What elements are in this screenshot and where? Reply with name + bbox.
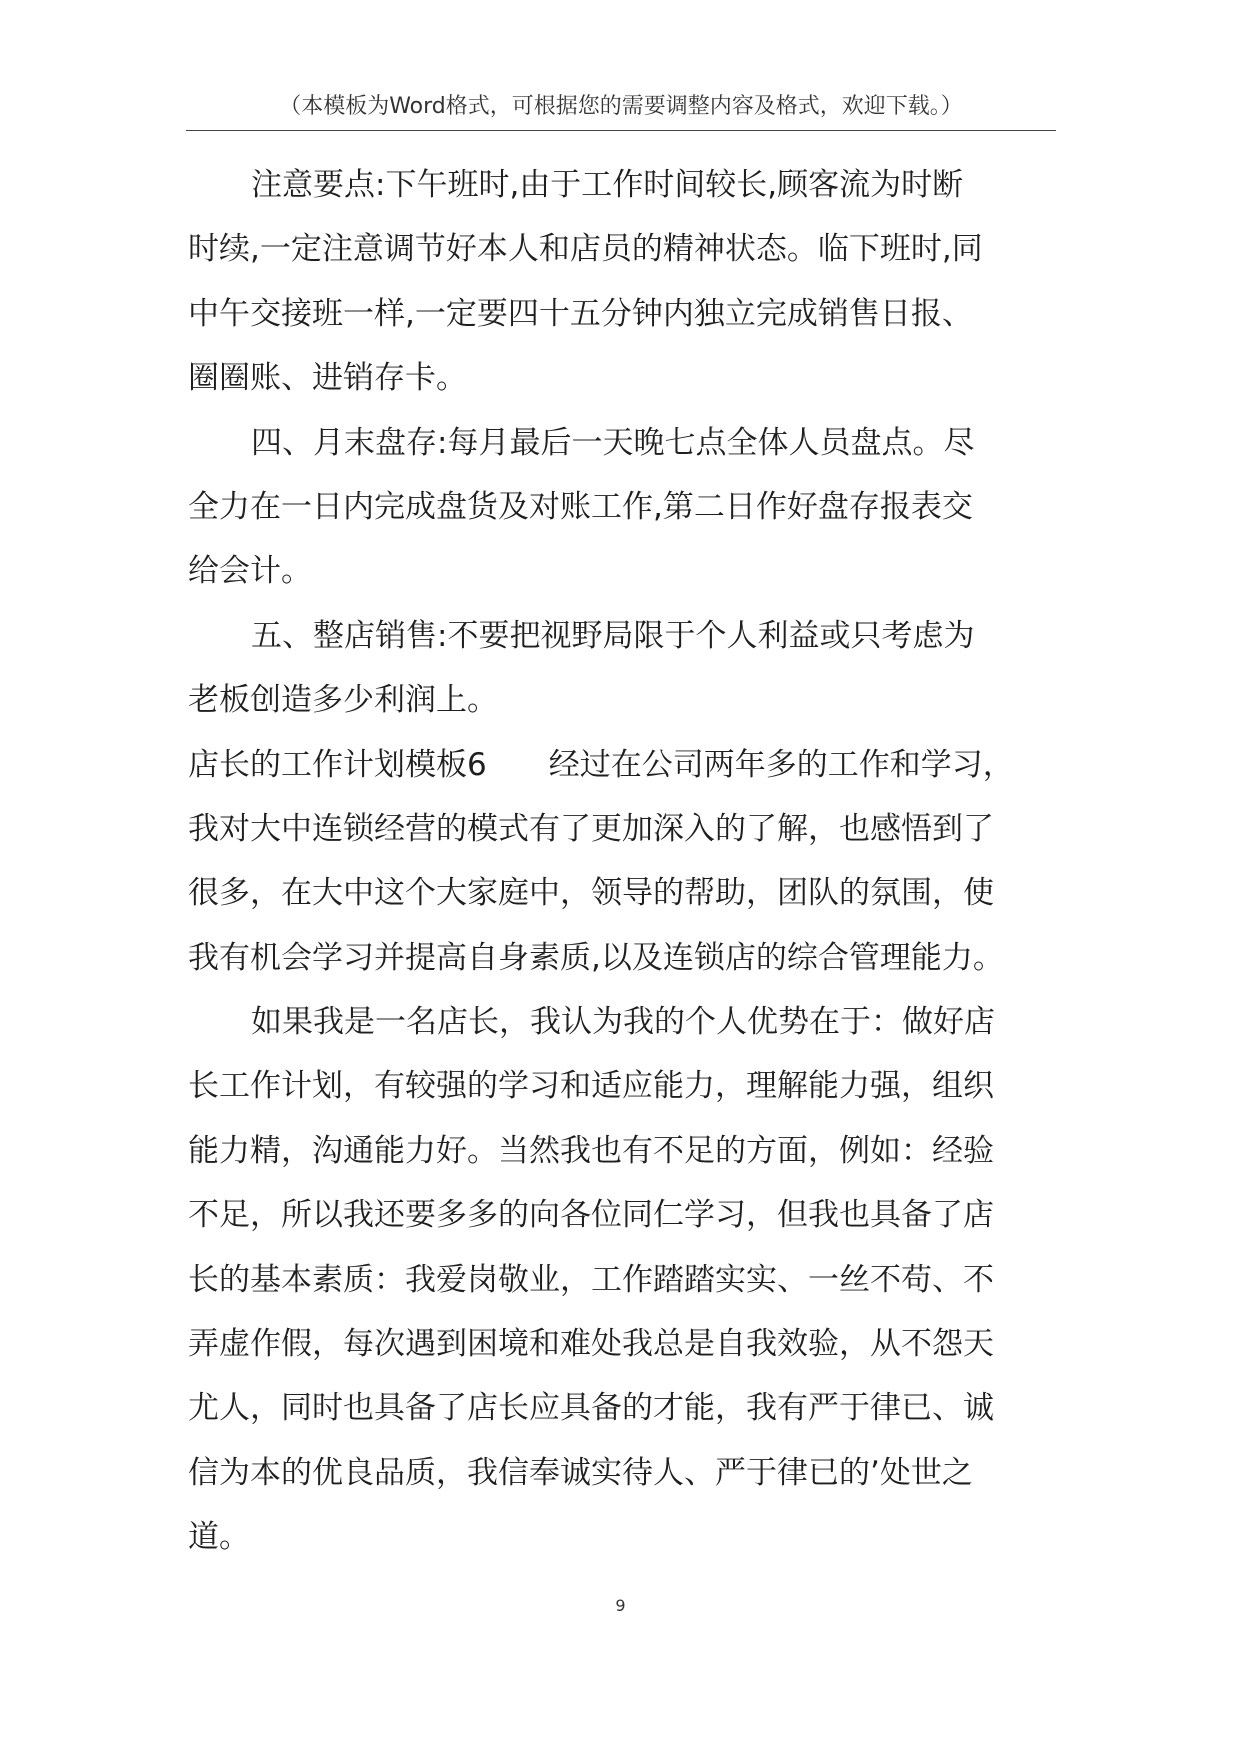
body-line: 时续,一定注意调节好本人和店员的精神状态。临下班时,同: [188, 231, 983, 268]
body-line: 中午交接班一样,一定要四十五分钟内独立完成销售日报、: [188, 295, 973, 332]
body-line: 弄虚作假，每次遇到困境和难处我总是自我效验，从不怨天: [188, 1326, 994, 1363]
body-line: 四、月末盘存:每月最后一天晚七点全体人员盘点。尽: [251, 424, 975, 461]
body-line: 五、整店销售:不要把视野局限于个人利益或只考虑为: [251, 617, 975, 654]
body-line: 不足，所以我还要多多的向各位同仁学习，但我也具备了店: [188, 1197, 994, 1234]
template-notice-header: （本模板为Word格式，可根据您的需要调整内容及格式，欢迎下载。）: [279, 94, 963, 119]
page-number: 9: [615, 1596, 626, 1615]
document-body: [188, 153, 1068, 1570]
body-line: 信为本的优良品质，我信奉诚实待人、严于律已的’处世之: [188, 1454, 973, 1491]
body-line: 长的基本素质：我爱岗敬业，工作踏踏实实、一丝不苟、不: [188, 1261, 994, 1298]
body-line: 圈圈账、进销存卡。: [188, 360, 467, 397]
body-line: 老板创造多少利润上。: [188, 682, 498, 719]
body-line: 店长的工作计划模板6 经过在公司两年多的工作和学习，: [188, 746, 1014, 783]
body-line: 长工作计划，有较强的学习和适应能力，理解能力强，组织: [188, 1068, 994, 1105]
body-line: 能力精，沟通能力好。当然我也有不足的方面，例如：经验: [188, 1132, 994, 1169]
body-line: 如果我是一名店长，我认为我的个人优势在于：做好店: [251, 1004, 995, 1041]
body-line: 道。: [188, 1519, 250, 1556]
body-line: 给会计。: [188, 553, 312, 590]
body-line: 我有机会学习并提高自身素质,以及连锁店的综合管理能力。: [188, 939, 1004, 976]
body-line: 全力在一日内完成盘货及对账工作,第二日作好盘存报表交: [188, 488, 973, 525]
header-divider: [186, 130, 1056, 131]
body-line: 很多，在大中这个大家庭中，领导的帮助，团队的氛围，使: [188, 875, 994, 912]
body-line: 尤人，同时也具备了店长应具备的才能，我有严于律已、诚: [188, 1390, 994, 1427]
body-line: 注意要点:下午班时,由于工作时间较长,顾客流为时断: [251, 167, 964, 203]
body-line: 我对大中连锁经营的模式有了更加深入的了解，也感悟到了: [188, 810, 994, 847]
